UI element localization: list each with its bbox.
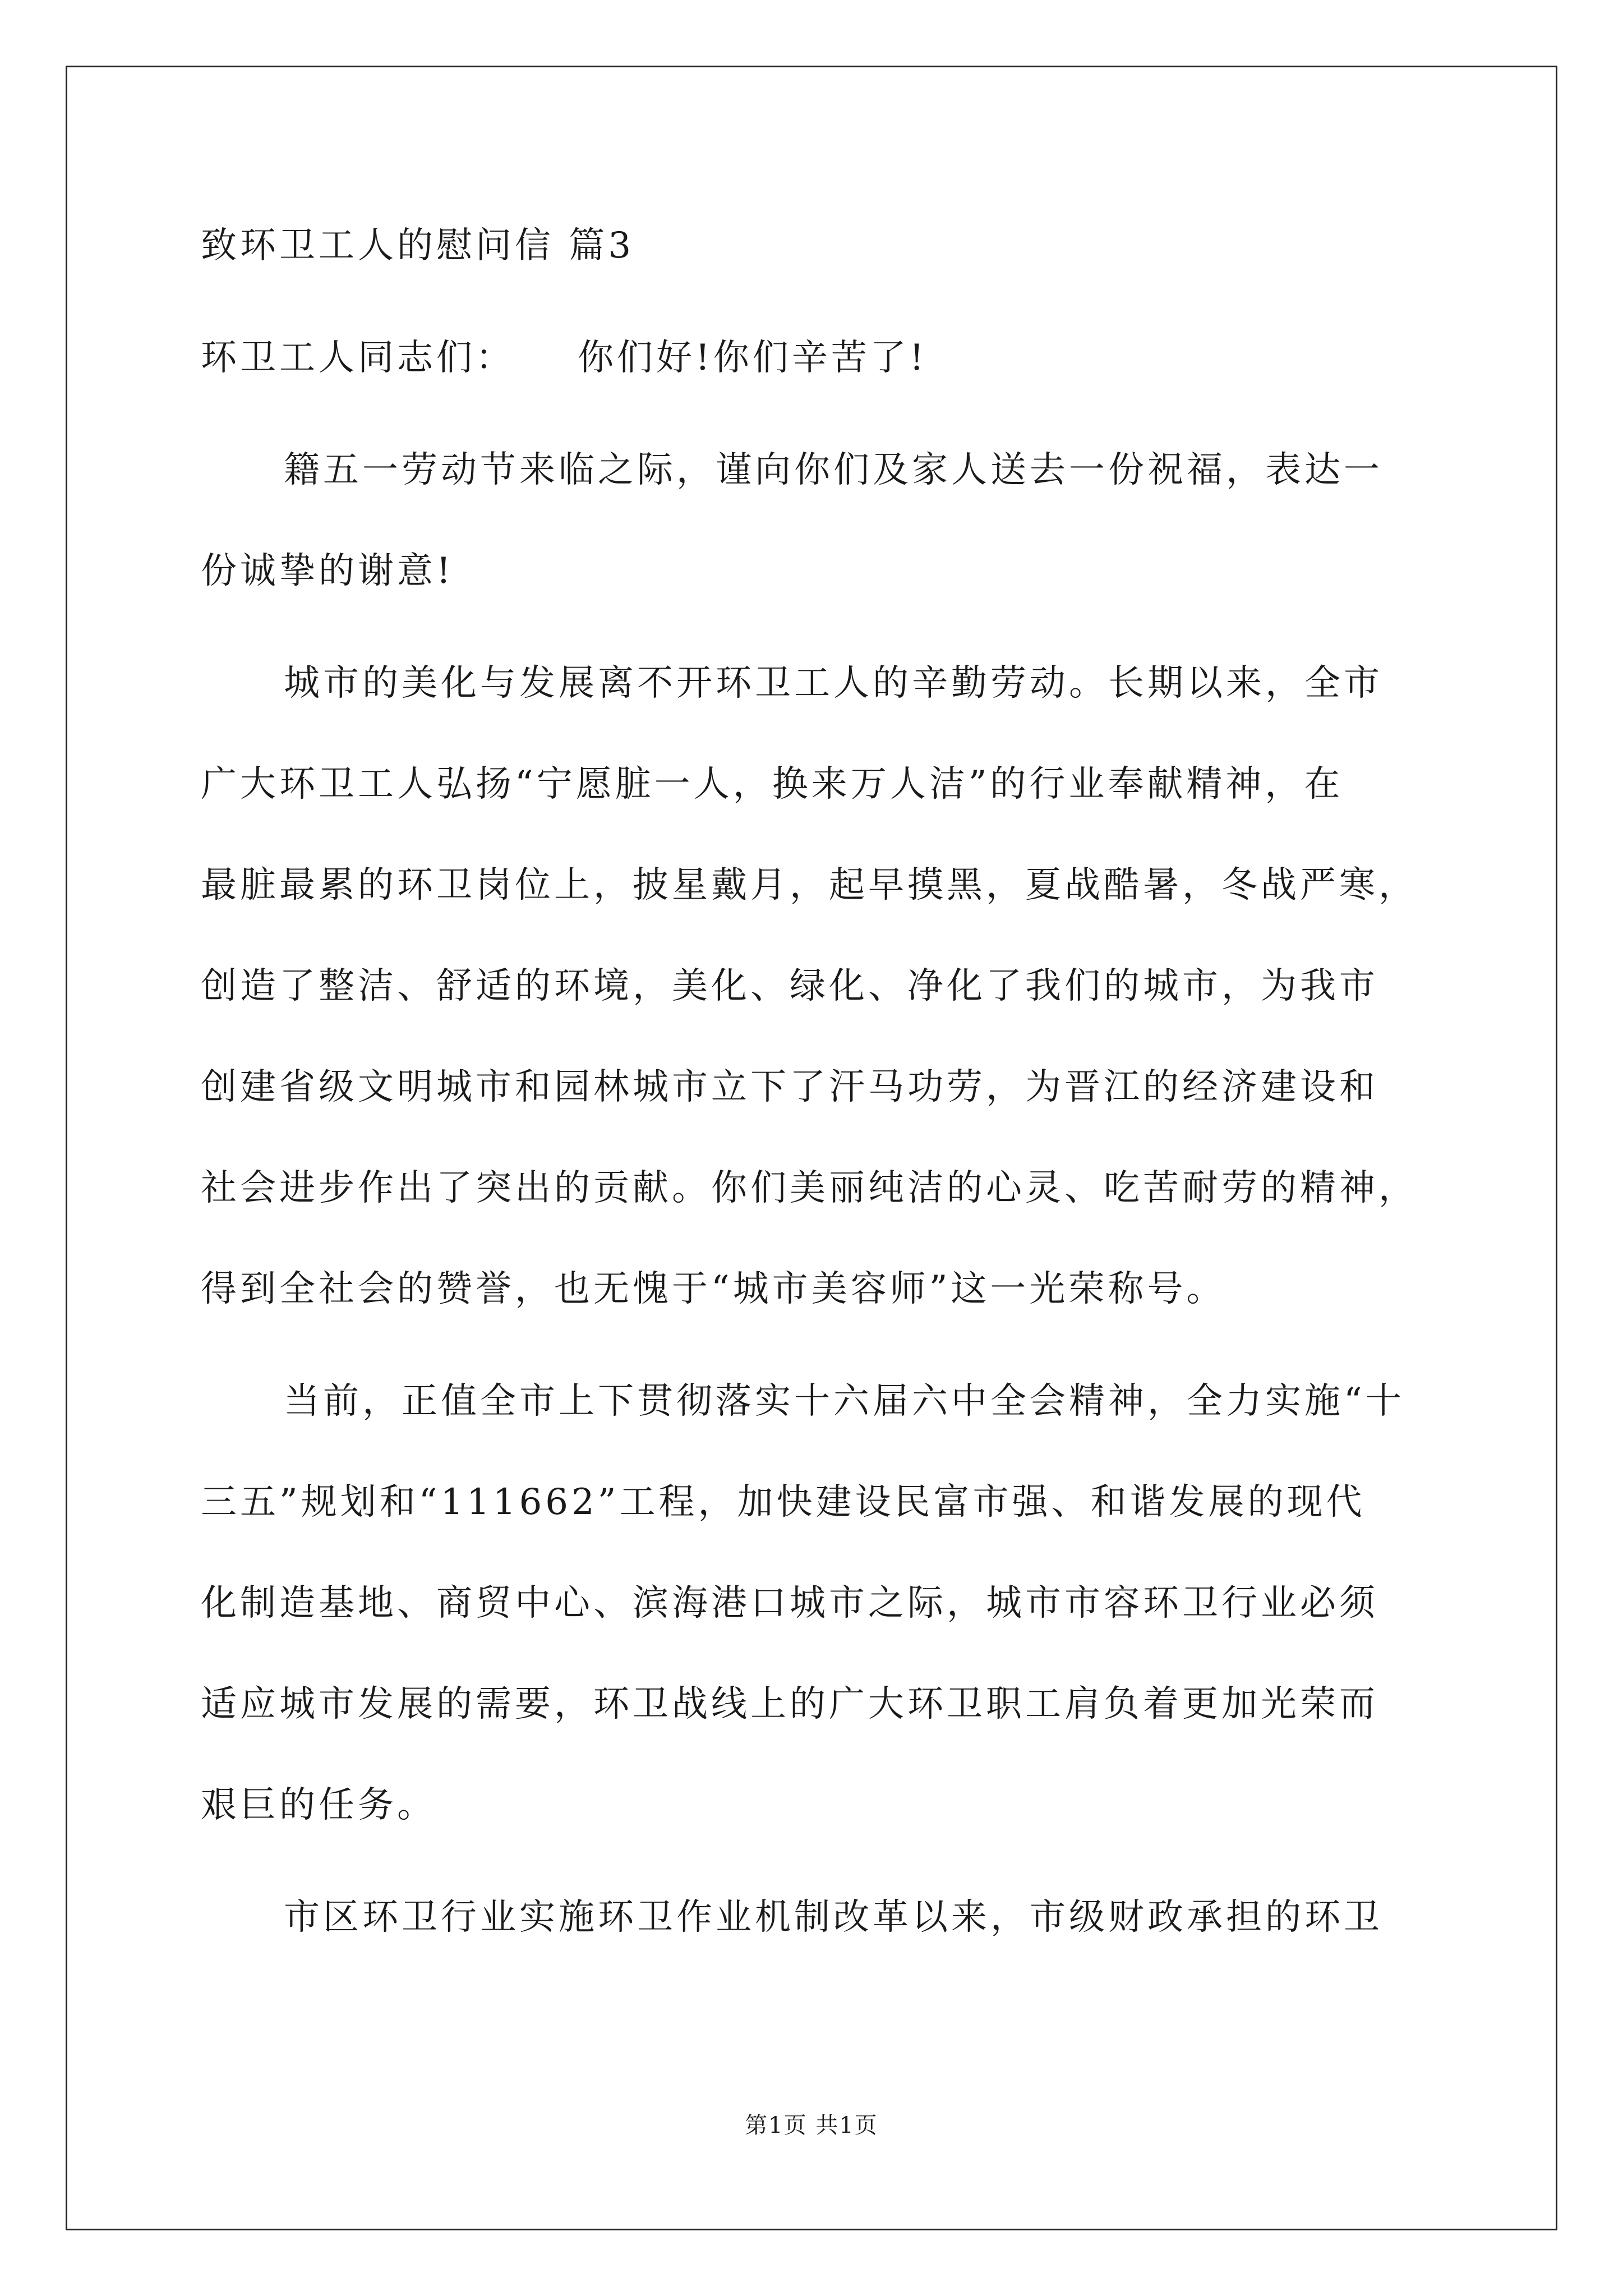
paragraph-3-line-5: 艰巨的任务。	[201, 1784, 436, 1826]
paragraph-2-line-6: 社会进步作出了突出的贡献。你们美丽纯洁的心灵、吃苦耐劳的精神，	[201, 1167, 1418, 1209]
paragraph-3-line-2: 三五”规划和“111662”工程，加快建设民富市强、和谐发展的现代	[201, 1481, 1366, 1523]
paragraph-2-line-2: 广大环卫工人弘扬“宁愿脏一人，换来万人洁”的行业奉献精神，在	[201, 763, 1344, 805]
paragraph-3-line-3: 化制造基地、商贸中心、滨海港口城市之际，城市市容环卫行业必须	[201, 1582, 1378, 1624]
paragraph-1-line-1: 籍五一劳动节来临之际，谨向你们及家人送去一份祝福，表达一	[284, 449, 1383, 491]
paragraph-3-line-4: 适应城市发展的需要，环卫战线上的广大环卫职工肩负着更加光荣而	[201, 1683, 1378, 1725]
paragraph-3-line-1: 当前，正值全市上下贯彻落实十六届六中全会精神，全力实施“十	[284, 1381, 1405, 1422]
paragraph-2-line-1: 城市的美化与发展离不开环卫工人的辛勤劳动。长期以来，全市	[284, 662, 1383, 704]
paragraph-1-line-2: 份诚挚的谢意!	[201, 550, 454, 592]
page-footer: 第1页 共1页	[745, 2113, 878, 2138]
document-title: 致环卫工人的慰问信 篇3	[201, 225, 635, 266]
salutation: 环卫工人同志们：	[201, 337, 515, 379]
paragraph-4-line-1: 市区环卫行业实施环卫作业机制改革以来，市级财政承担的环卫	[284, 1897, 1383, 1938]
paragraph-2-line-7: 得到全社会的赞誉，也无愧于“城市美容师”这一光荣称号。	[201, 1268, 1226, 1310]
paragraph-2-line-3: 最脏最累的环卫岗位上，披星戴月，起早摸黑，夏战酷暑，冬战严寒，	[201, 864, 1418, 906]
paragraph-2-line-5: 创建省级文明城市和园林城市立下了汗马功劳，为晋江的经济建设和	[201, 1066, 1378, 1108]
greeting: 你们好!你们辛苦了!	[578, 337, 928, 379]
salutation-line	[201, 335, 927, 380]
paragraph-2-line-4: 创造了整洁、舒适的环境，美化、绿化、净化了我们的城市，为我市	[201, 965, 1378, 1007]
